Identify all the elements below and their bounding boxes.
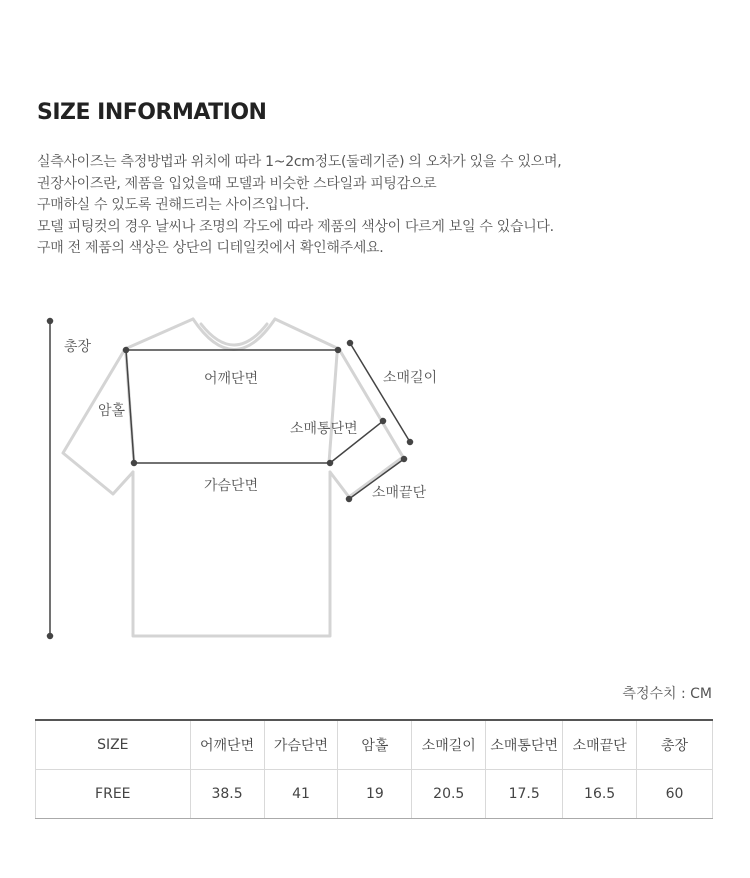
table-cell: 41 bbox=[264, 770, 338, 819]
table-header: 가슴단면 bbox=[264, 720, 338, 770]
table-header-row bbox=[36, 720, 713, 770]
sleeve-length-line bbox=[350, 343, 410, 442]
table-header: 어깨단면 bbox=[190, 720, 264, 770]
table-cell: 17.5 bbox=[486, 770, 563, 819]
label-sleeve-length: 소매길이 bbox=[383, 370, 438, 386]
description-line: 실측사이즈는 측정방법과 위치에 따라 1~2cm정도(둘레기준) 의 오차가 있을 수 있으며, bbox=[37, 154, 562, 170]
table-cell: FREE bbox=[36, 770, 191, 819]
table-cell: 20.5 bbox=[412, 770, 486, 819]
label-armhole: 암홀 bbox=[98, 403, 126, 419]
label-total-length: 총장 bbox=[64, 339, 92, 355]
description-line: 구매 전 제품의 색상은 상단의 디테일컷에서 확인해주세요. bbox=[37, 240, 384, 256]
description-line: 권장사이즈란, 제품을 입었을때 모델과 비슷한 스타일과 피팅감으로 bbox=[37, 175, 437, 192]
table-header: 소매통단면 bbox=[486, 720, 563, 770]
size-table bbox=[35, 719, 713, 819]
table-header: 암홀 bbox=[338, 720, 412, 770]
unit-note: 측정수치 : CM bbox=[622, 686, 712, 702]
table-header: 소매길이 bbox=[412, 720, 486, 770]
label-shoulder: 어깨단면 bbox=[204, 371, 259, 387]
table-cell: 38.5 bbox=[190, 770, 264, 819]
description-line: 구매하실 수 있도록 권해드리는 사이즈입니다. bbox=[37, 197, 310, 213]
table-header: SIZE bbox=[36, 720, 191, 770]
label-chest: 가슴단면 bbox=[204, 478, 259, 494]
table-cell: 16.5 bbox=[563, 770, 637, 819]
table-cell: 60 bbox=[637, 770, 713, 819]
table-cell: 19 bbox=[338, 770, 412, 819]
label-sleeve-opening: 소매끝단 bbox=[372, 485, 427, 501]
table-row bbox=[36, 770, 713, 819]
label-sleeve-width: 소매통단면 bbox=[290, 421, 358, 437]
table-header: 총장 bbox=[637, 720, 713, 770]
description-line: 모델 피팅컷의 경우 날씨나 조명의 각도에 따라 제품의 색상이 다르게 보일 수 있습니다. bbox=[37, 218, 554, 235]
table-header: 소매끝단 bbox=[563, 720, 637, 770]
page-title: SIZE INFORMATION bbox=[37, 100, 267, 125]
armhole-line bbox=[126, 350, 134, 463]
